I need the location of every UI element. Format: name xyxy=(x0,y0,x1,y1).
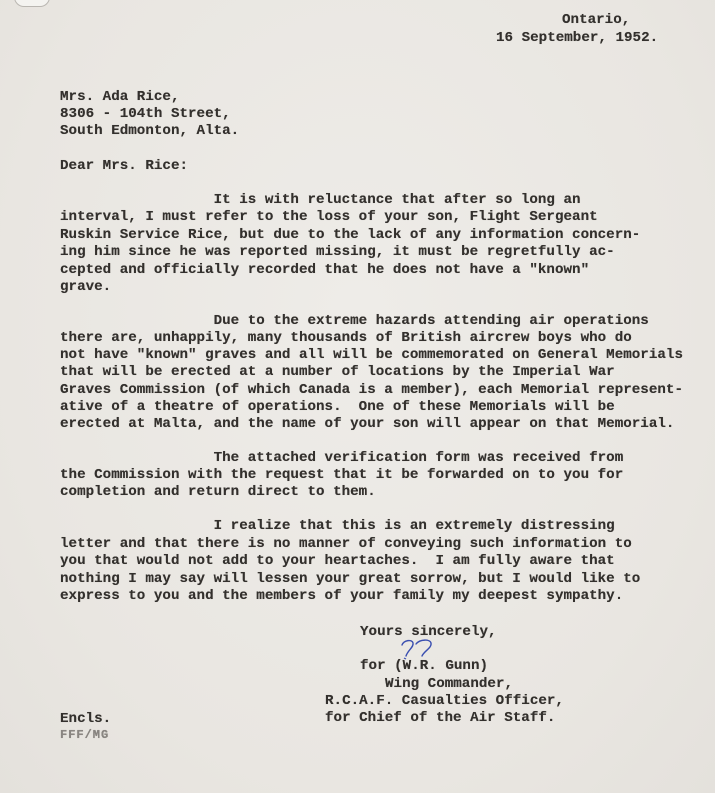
paragraph-line: cepted and officially recorded that he does not have a "known" xyxy=(60,262,590,278)
signatory-title-for: for Chief of the Air Staff. xyxy=(325,710,556,726)
paragraph-line: interval, I must refer to the loss of your son, Flight Sergeant xyxy=(60,209,598,225)
enclosures-note: Encls. xyxy=(60,711,112,727)
paragraph-line: the Commission with the request that it be forwarded on to you for xyxy=(60,467,624,483)
recipient-name: Mrs. Ada Rice, xyxy=(60,89,180,105)
signatory-title-office: R.C.A.F. Casualties Officer, xyxy=(325,693,564,709)
letter-place: Ontario, xyxy=(562,12,631,28)
paragraph-line: Graves Commission (of which Canada is a member), each Memorial represent- xyxy=(60,382,683,398)
paragraph-line: letter and that there is no manner of conveying such information to xyxy=(60,536,632,552)
paragraph-line: The attached verification form was received from xyxy=(60,450,624,466)
paper-clip-mark xyxy=(14,0,50,7)
paragraph-line: completion and return direct to them. xyxy=(60,484,376,500)
reference-initials: FFF/MG xyxy=(60,728,110,742)
paragraph-line: Due to the extreme hazards attending air operations xyxy=(60,313,649,329)
paragraph-line: I realize that this is an extremely distressing xyxy=(60,518,615,534)
recipient-city: South Edmonton, Alta. xyxy=(60,123,240,139)
recipient-street: 8306 - 104th Street, xyxy=(60,106,231,122)
paragraph-line: Ruskin Service Rice, but due to the lack of any information concern- xyxy=(60,227,641,243)
signatory-title-rank: Wing Commander, xyxy=(385,676,514,692)
salutation: Dear Mrs. Rice: xyxy=(60,158,189,174)
paragraph-line: you that would not add to your heartaches. I am fully aware that xyxy=(60,553,615,569)
paragraph-line: express to you and the members of your family my deepest sympathy. xyxy=(60,588,624,604)
paragraph-line: erected at Malta, and the name of your son will appear on that Memorial. xyxy=(60,416,675,432)
letter-date: 16 September, 1952. xyxy=(496,30,659,46)
paragraph-line: ative of a theatre of operations. One of these Memorials will be xyxy=(60,399,615,415)
paragraph-line: there are, unhappily, many thousands of British aircrew boys who do xyxy=(60,330,632,346)
paragraph-line: not have "known" graves and all will be commemorated on General Memorials xyxy=(60,347,683,363)
paragraph-line: nothing I may say will lessen your great sorrow, but I would like to xyxy=(60,571,641,587)
closing: Yours sincerely, xyxy=(360,624,497,640)
signatory-for-line: for (W.R. Gunn) xyxy=(360,658,489,674)
paragraph-line: It is with reluctance that after so long an xyxy=(60,192,581,208)
paragraph-line: ing him since he was reported missing, it must be regretfully ac- xyxy=(60,244,615,260)
paragraph-line: that will be erected at a number of locations by the Imperial War xyxy=(60,364,615,380)
paragraph-line: grave. xyxy=(60,279,112,295)
